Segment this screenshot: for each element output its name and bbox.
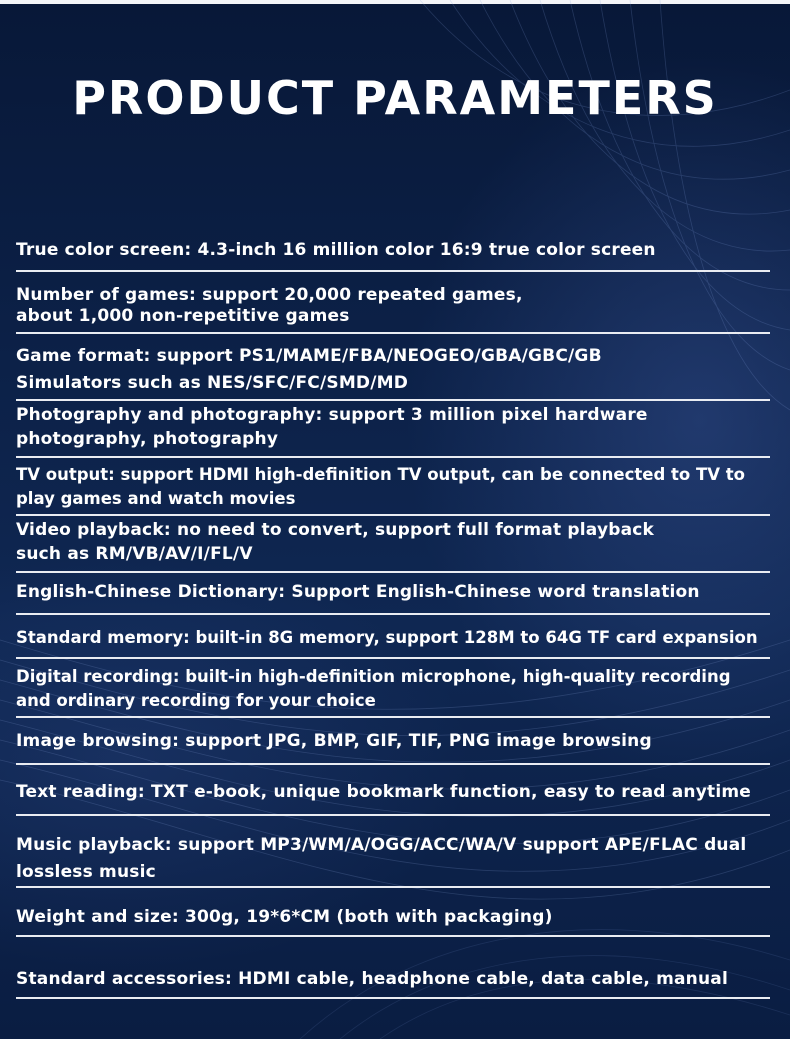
param-text: Photography and photography: support 3 million pixel hardware photography, photography [16, 405, 648, 449]
param-text: Number of games: support 20,000 repeated games, about 1,000 non-repetitive games [16, 285, 523, 326]
param-number-of-games [16, 285, 770, 334]
param-text-reading [16, 782, 770, 816]
param-text: Video playback: no need to convert, support full format playback such as RM/VB/AV/I/FL/V [16, 520, 655, 564]
param-text: Text reading: TXT e-book, unique bookmark function, easy to read anytime [16, 782, 751, 802]
param-weight-and-size [16, 907, 770, 937]
top-strip [0, 0, 790, 4]
param-dictionary [16, 582, 770, 615]
param-game-format [16, 343, 770, 401]
param-text: Standard accessories: HDMI cable, headphone cable, data cable, manual [16, 969, 728, 989]
param-tv-output [16, 463, 770, 516]
param-text: Digital recording: built-in high-definition microphone, high-quality recording and ordinary recording for your choice [16, 667, 731, 710]
param-text: Image browsing: support JPG, BMP, GIF, TIF, PNG image browsing [16, 731, 652, 751]
param-music-playback [16, 832, 770, 888]
param-text: Standard memory: built-in 8G memory, support 128M to 64G TF card expansion [16, 628, 758, 647]
param-standard-memory [16, 627, 770, 659]
param-text: True color screen: 4.3-inch 16 million color 16:9 true color screen [16, 240, 656, 260]
param-image-browsing [16, 731, 770, 765]
param-text: TV output: support HDMI high-definition TV output, can be connected to TV to play games and watch movies [16, 465, 745, 508]
param-text: English-Chinese Dictionary: Support English-Chinese word translation [16, 582, 700, 602]
param-text: Music playback: support MP3/WM/A/OGG/ACC/WA/V support APE/FLAC dual lossless music [16, 835, 747, 882]
param-text: Game format: support PS1/MAME/FBA/NEOGEO/GBA/GBC/GB Simulators such as NES/SFC/FC/SMD/MD [16, 346, 602, 393]
param-true-color-screen [16, 240, 770, 272]
param-video-playback [16, 518, 770, 573]
param-digital-recording [16, 665, 770, 718]
param-text: Weight and size: 300g, 19*6*CM (both with packaging) [16, 907, 553, 927]
param-photography [16, 403, 770, 458]
page-title: PRODUCT PARAMETERS [72, 71, 718, 125]
param-standard-accessories [16, 969, 770, 999]
